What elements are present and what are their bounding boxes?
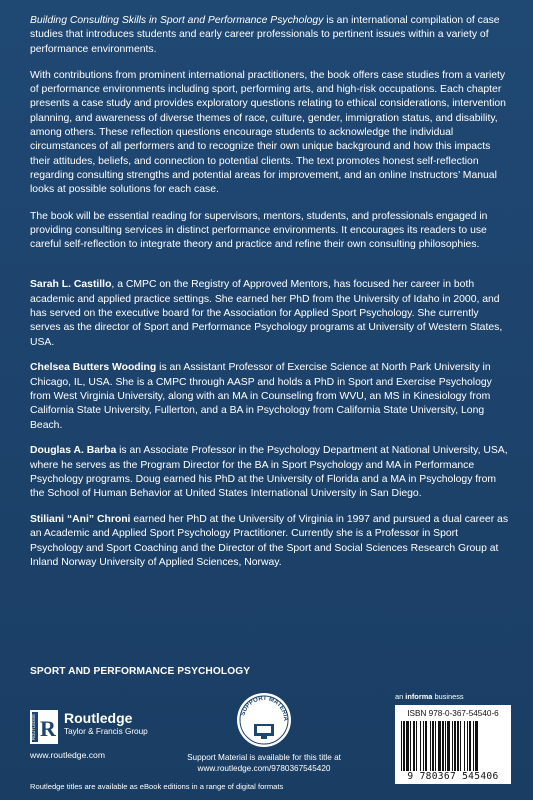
support-material [168,690,368,773]
footer-note: Routledge titles are available as eBook editions in a range of digital formats [30,782,284,791]
book-title: Building Consulting Skills in Sport and Performance Psychology [30,15,324,26]
bio-text: , a CMPC on the Registry of Approved Mentors, has focused her career in both academic and applied practice settings. She earned her PhD from the University of Idaho in 2000, and has served on the executive board for the Association for Applied Sport Psychology. She currently serves as the director of Sport and Performance Psychology programs at University of Western States, USA. [30,279,503,348]
description-paragraph-2: With contributions from prominent international practitioners, the book offers case studies from a variety of performance environments including sport, performing arts, and high-risk occupations. Each chapter presents a case study and provides exploratory questions relating to ethical considerations, intervention planning, and awareness of diverse themes of race, culture, gender, immigration status, and disability, among others. These reflection questions encourage students to acknowledge the individual circumstances of all performers and to recognize their own unique background and how this impacts their attitudes, beliefs, and connection to potential clients. The text promotes honest self-reflection regarding consulting strengths and potential areas for improvement, and an online Instructors’ Manual looks at possible solutions for each case. [30,69,506,196]
support-text [168,752,360,774]
bio-wooding [30,361,510,432]
bio-text: earned her PhD at the University of Virginia in 1997 and pursued a dual career as an Academic and Applied Sport Psychology Practitioner. Currently she is a Professor in Sport Psychology and Sport Coaching and the Director of the Sport and Social Sciences Research Group at Inland Norway University of Applied Sciences, Norway. [30,514,509,568]
publisher-subtitle: Taylor & Francis Group [64,727,148,736]
informa-tagline [395,692,464,701]
bio-text: is an Assistant Professor of Exercise Science at North Park University in Chicago, IL, USA. She is a CMPC through AASP and holds a PhD in Sport and Exercise Psychology from West Virginia University, along with an MA in Counseling from WVU, an MS in Kinesiology from California State University, Fullerton, and a BA in Psychology from California State University, Long Beach. [30,362,492,431]
barcode-bars-icon [399,721,507,771]
publisher-block [30,710,170,760]
barcode [395,705,511,784]
svg-text:R: R [40,716,56,741]
support-line-1: Support Material is available for this title at [187,753,341,762]
publisher-name: Routledge [64,710,133,726]
description-intro-text: is an international compilation of case studies that introduces students and early career professionals to pertinent issues within a variety of performance environments. [30,15,500,55]
bio-chroni [30,513,510,570]
bio-name: Chelsea Butters Wooding [30,362,157,374]
description-paragraph-3: The book will be essential reading for supervisors, mentors, students, and professionals engaged in providing consulting services in distinct performance environments. It encourages its readers to use careful self-reflection to integrate theory and practice and refine their own consulting philosophies. [30,210,488,251]
support-material-badge-icon [232,690,296,754]
bio-castillo [30,278,510,349]
support-url[interactable]: www.routledge.com/9780367545420 [197,764,331,773]
series-title: SPORT AND PERFORMANCE PSYCHOLOGY [30,666,251,677]
bio-name: Sarah L. Castillo [30,279,112,291]
bio-text: is an Associate Professor in the Psychology Department at National University, USA, where he serves as the Program Director for the BA in Sport Psychology and MA in Performance Psychology programs. Doug earned his PhD at the University of Florida and a MA in Psychology from the School of Human Behavior at United States International University in San Diego. [30,445,508,500]
bio-name: Douglas A. Barba [30,445,117,457]
isbn: ISBN 978-0-367-54540-6 [407,709,499,718]
bio-name: Stiliani “Ani” Chroni [30,514,131,526]
informa-prefix: an [395,692,406,701]
publisher-url[interactable]: www.routledge.com [30,750,105,760]
svg-text:ROUTLEDGE: ROUTLEDGE [31,713,36,740]
bio-barba [30,444,510,501]
description-intro [30,14,510,57]
cover-text [30,14,510,582]
barcode-digits: 9 780367 545406 [407,771,499,782]
informa-brand: informa [405,692,433,701]
svg-text:SUPPORT MATERIAL: SUPPORT MATERIA [239,694,290,722]
routledge-logo-icon [30,710,58,744]
informa-suffix: business [432,692,464,701]
